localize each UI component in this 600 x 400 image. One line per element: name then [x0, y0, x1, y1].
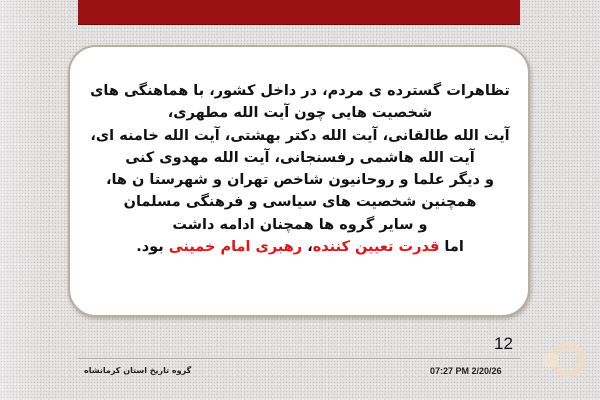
text-line-6: همچنین شخصیت های سیاسی و فرهنگی مسلمان	[123, 194, 477, 211]
highlight-imam-leadership: رهبری امام خمینی	[168, 239, 303, 256]
text-line-5: و دیگر علما و روحانیون شاخص تهران و شهرستا ن ها،	[105, 172, 495, 189]
footer-group-name: گروه تاریخ استان کرمانشاه	[84, 366, 192, 375]
watermark-logo-icon	[540, 340, 588, 380]
text-line-1: تظاهرات گسترده ی مردم، در داخل کشور، با هماهنگی های	[90, 83, 510, 99]
text-line-2: شخصیت هایی چون آیت الله مطهری،	[167, 105, 433, 122]
text-line-8	[80, 236, 520, 258]
last-line-suffix: بود.	[136, 239, 169, 256]
footer-divider	[78, 358, 520, 359]
left-texture-strip	[0, 0, 40, 400]
text-line-3: آیت الله طالقانی، آیت الله دکتر بهشتی، آیت الله خامنه ای،	[90, 127, 510, 144]
slide-body-text	[80, 80, 520, 258]
footer-timestamp: 07:27 PM 2/20/26	[430, 366, 502, 376]
last-line-prefix: اما	[439, 239, 464, 256]
header-bar	[78, 0, 520, 25]
highlight-decisive-power: قدرت تعیین کننده	[312, 239, 440, 256]
text-line-7: و سایر گروه ها همچنان ادامه داشت	[172, 216, 428, 233]
slide-number: 12	[494, 334, 513, 353]
text-line-4: آیت الله هاشمی رفسنجانی، آیت الله مهدوی کنی	[125, 149, 475, 166]
last-line-comma: ،	[302, 239, 313, 256]
